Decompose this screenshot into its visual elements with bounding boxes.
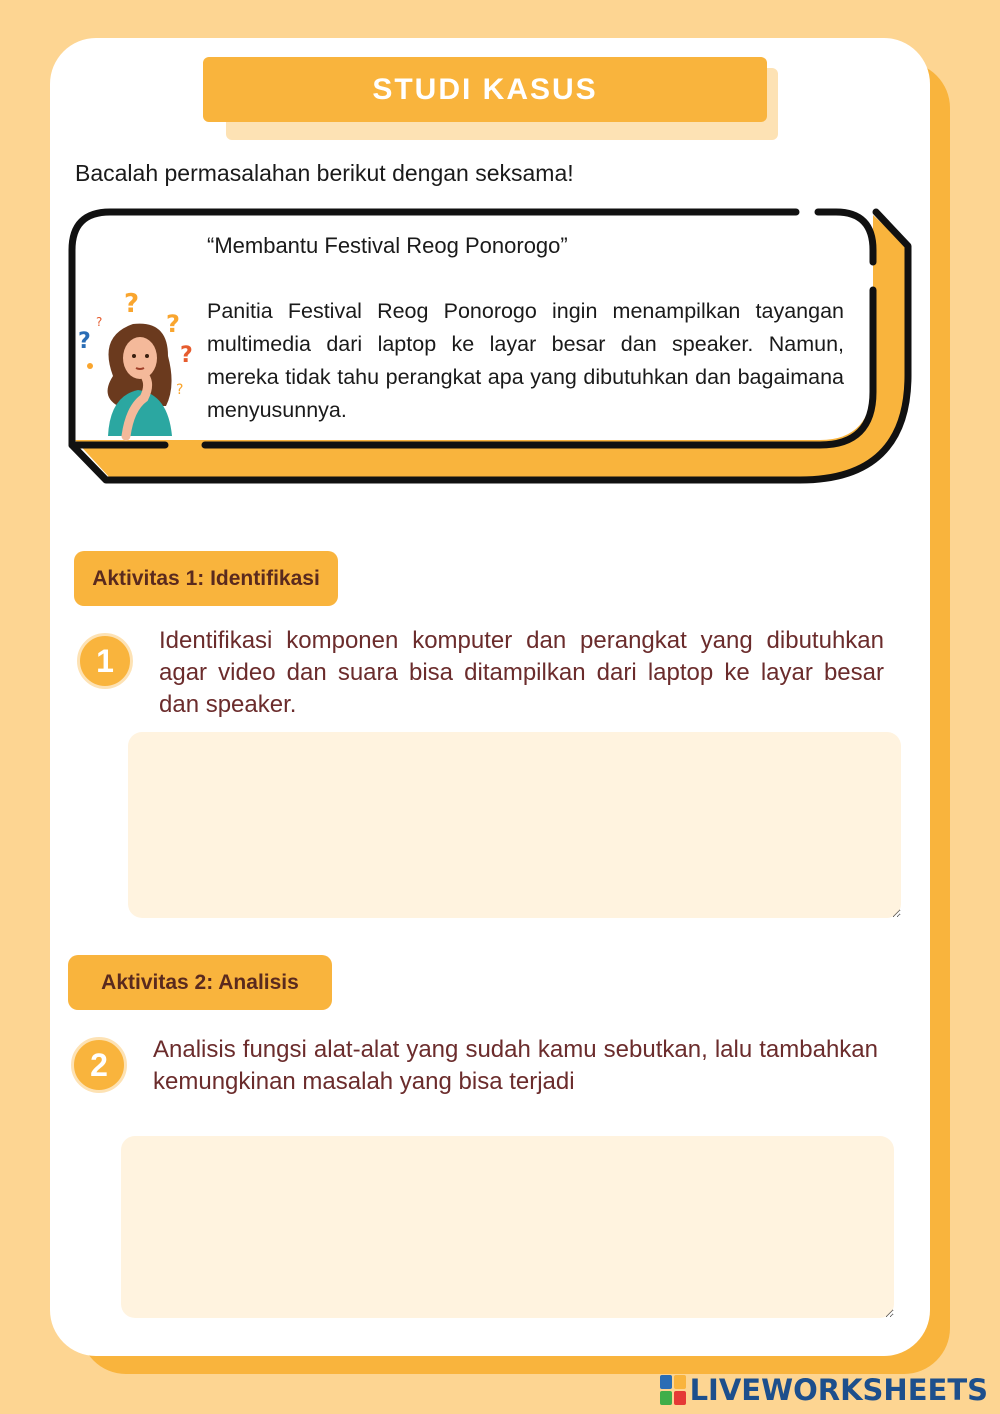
svg-text:?: ? [176,382,184,398]
activity-1-answer-field[interactable] [128,732,901,918]
instruction-text: Bacalah permasalahan berikut dengan seksama! [75,160,574,186]
case-description: Panitia Festival Reog Ponorogo ingin menampilkan tayangan multimedia dari laptop ke layar besar dan speaker. Namun, mereka tidak tahu perangkat apa yang dibutuhkan dan bagaimana menyusunnya. [207,299,844,422]
activity-1-question: Identifikasi komponen komputer dan perangkat yang dibutuhkan agar video dan suara bisa ditampilkan dari laptop ke layar besar dan speaker. [159,627,884,718]
svg-text:?: ? [166,310,180,338]
question-mark-icon: ? [124,289,140,319]
thinking-girl-illustration [78,286,198,446]
activity-1-number-badge: 1 [77,633,133,689]
activity-2-label: Aktivitas 2: Analisis [68,955,332,1010]
liveworksheets-logo-text: LIVEWORKSHEETS [689,1373,988,1407]
svg-text:?: ? [78,329,91,354]
activity-2-number-badge: 2 [71,1037,127,1093]
liveworksheets-logo-icon [660,1375,686,1405]
activity-2-answer-field[interactable] [121,1136,894,1318]
page-title: STUDI KASUS [203,57,767,122]
svg-text:?: ? [180,343,193,368]
activity-2-question: Analisis fungsi alat-alat yang sudah kamu sebutkan, lalu tambahkan kemungkinan masalah yang bisa terjadi [153,1036,878,1095]
activity-1-label: Aktivitas 1: Identifikasi [74,551,338,606]
case-title: “Membantu Festival Reog Ponorogo” [207,233,568,258]
svg-text:?: ? [96,315,103,329]
liveworksheets-logo[interactable] [660,1372,988,1408]
